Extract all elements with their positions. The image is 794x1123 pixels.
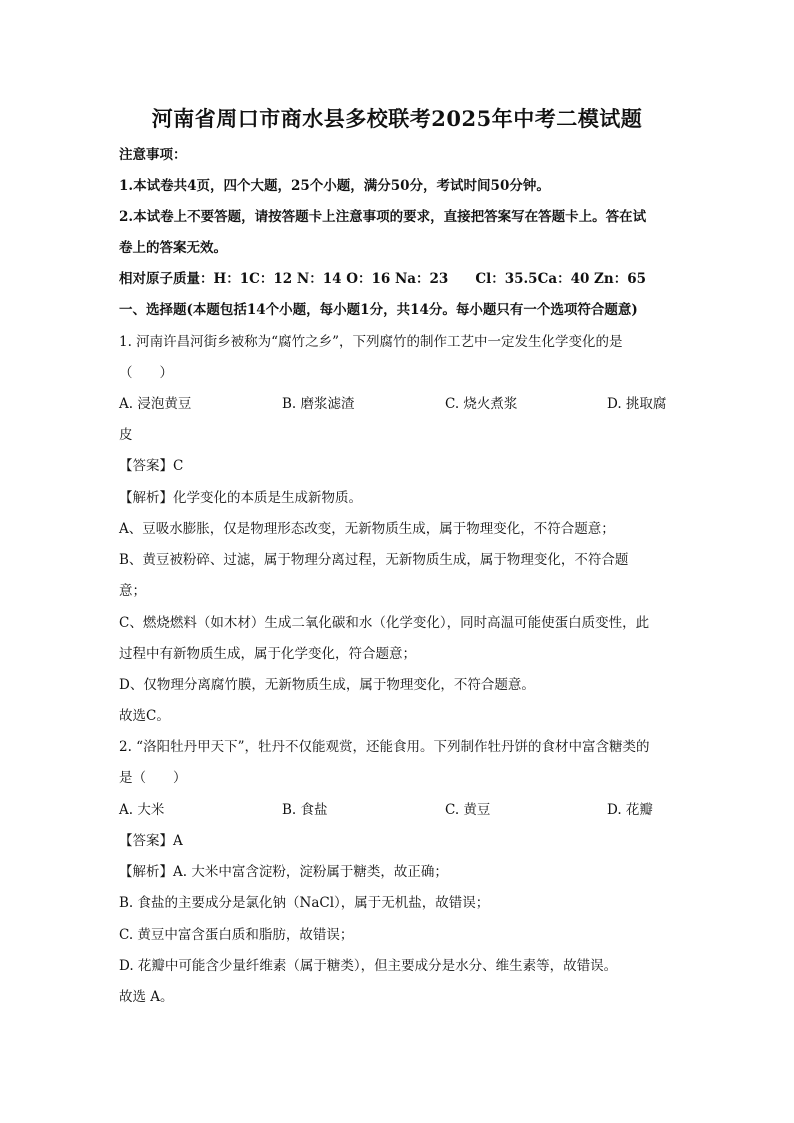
question-2-option-c: C. 黄豆 xyxy=(445,802,491,818)
question-1-analysis-b-cont: 意； xyxy=(119,583,146,599)
atomic-mass-line: 相对原子质量：H：1C：12 N：14 O：16 Na：23 Cl：35.5Ca：40 Zn：65 xyxy=(119,271,647,287)
question-1-analysis-c: C、燃烧燃料（如木材）生成二氧化碳和水（化学变化），同时高温可能使蛋白质变性，此 xyxy=(119,615,650,631)
notice-item-2-cont: 卷上的答案无效。 xyxy=(119,240,227,256)
question-1-analysis-c-cont: 过程中有新物质生成，属于化学变化，符合题意； xyxy=(119,646,416,662)
question-2-option-d: D. 花瓣 xyxy=(607,802,653,818)
question-1-stem-cont: （ ） xyxy=(119,365,173,381)
question-2-answer: 【答案】A xyxy=(119,833,183,849)
question-1-option-d: D. 挑取腐 xyxy=(607,396,667,412)
question-2-stem-cont: 是（ ） xyxy=(119,770,187,786)
question-2-option-a: A. 大米 xyxy=(119,802,165,818)
notice-item-1: 1.本试卷共4页，四个大题，25个小题，满分50分，考试时间50分钟。 xyxy=(119,178,550,194)
question-2-analysis-c: C. 黄豆中富含蛋白质和脂肪，故错误； xyxy=(119,927,354,943)
question-1-conclusion: 故选C。 xyxy=(119,708,170,724)
question-2-conclusion: 故选 A。 xyxy=(119,989,174,1005)
question-1-analysis: 【解析】化学变化的本质是生成新物质。 xyxy=(119,490,362,506)
question-1-stem: 1. 河南许昌河街乡被称为“腐竹之乡”，下列腐竹的制作工艺中一定发生化学变化的是 xyxy=(119,334,623,350)
question-1-analysis-d: D、仅物理分离腐竹膜，无新物质生成，属于物理变化，不符合题意。 xyxy=(119,677,535,693)
question-1-analysis-a: A、豆吸水膨胀，仅是物理形态改变，无新物质生成，属于物理变化，不符合题意； xyxy=(119,521,615,537)
section-heading: 一、选择题(本题包括14个小题，每小题1分，共14分。每小题只有一个选项符合题意) xyxy=(119,302,638,318)
page-title: 河南省周口市商水县多校联考2025年中考二模试题 xyxy=(151,106,643,131)
question-2-option-b: B. 食盐 xyxy=(282,802,328,818)
notice-heading: 注意事项： xyxy=(119,147,187,163)
question-2-analysis-b: B. 食盐的主要成分是氯化钠（NaCl），属于无机盐，故错误； xyxy=(119,895,490,911)
question-1-answer: 【答案】C xyxy=(119,458,184,474)
question-1-option-b: B. 磨浆滤渣 xyxy=(282,396,355,412)
question-2-analysis-a: 【解析】A. 大米中富含淀粉，淀粉属于糖类，故正确； xyxy=(119,864,448,880)
question-2-stem: 2. “洛阳牡丹甲天下”，牡丹不仅能观赏，还能食用。下列制作牡丹饼的食材中富含糖类的 xyxy=(119,739,650,755)
question-1-option-d-cont: 皮 xyxy=(119,427,133,443)
question-1-option-a: A. 浸泡黄豆 xyxy=(119,396,192,412)
notice-item-2: 2.本试卷上不要答题，请按答题卡上注意事项的要求，直接把答案写在答题卡上。答在试 xyxy=(119,209,647,225)
question-1-option-c: C. 烧火煮浆 xyxy=(445,396,518,412)
question-1-analysis-b: B、黄豆被粉碎、过滤，属于物理分离过程，无新物质生成，属于物理变化，不符合题 xyxy=(119,552,629,568)
question-2-analysis-d: D. 花瓣中可能含少量纤维素（属于糖类），但主要成分是水分、维生素等，故错误。 xyxy=(119,958,618,974)
